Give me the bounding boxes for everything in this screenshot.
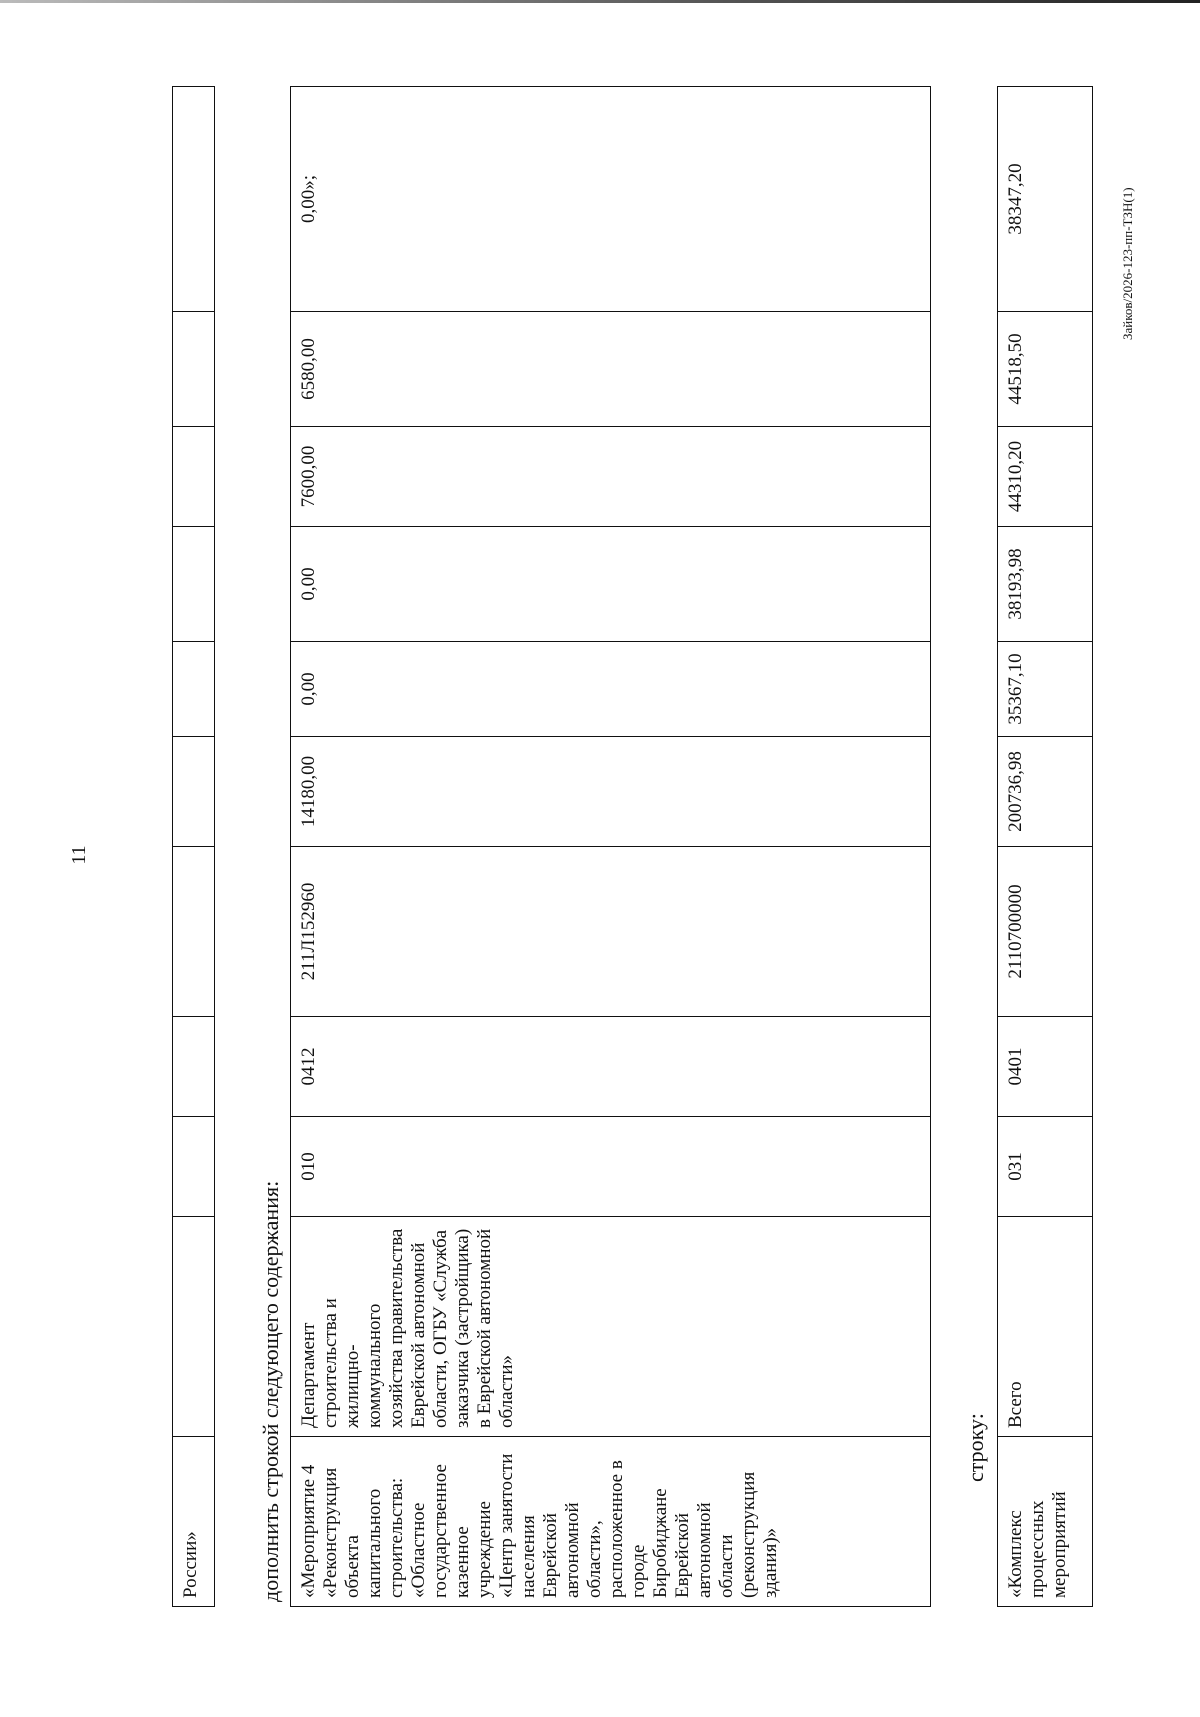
cell-value: 35367,10 (998, 642, 1093, 737)
cell-empty (173, 737, 215, 847)
total-row-table (997, 86, 1093, 1607)
document-footer: Зайков/2026-123-пп-ТЗН(1) (1120, 187, 1135, 340)
cell-value: 7600,00 (291, 427, 931, 527)
cell-empty (173, 642, 215, 737)
table-row (173, 87, 215, 1607)
cell-empty (173, 1117, 215, 1217)
cell-value: 0,00»; (291, 87, 931, 312)
table-row (291, 87, 931, 1607)
cell-executor: Всего (998, 1217, 1093, 1437)
table-row (998, 87, 1093, 1607)
cell-empty (173, 847, 215, 1017)
cell-value: 0,00 (291, 642, 931, 737)
cell-empty (173, 87, 215, 312)
cell-empty (173, 527, 215, 642)
cell-value: 6580,00 (291, 312, 931, 427)
cell-grbs: 010 (291, 1117, 931, 1217)
cell-name: «Комплекс процессных мероприятий (998, 1437, 1093, 1607)
cell-csr: 211Л152960 (291, 847, 931, 1017)
cell-name: России» (173, 1437, 215, 1607)
cell-name: «Мероприятие 4 «Реконструкция объекта капитального строительства: «Областное государственное казенное учреждение «Центр занятости населения Еврейской автономной области», расположенное в городе Биробиджане Еврейской автономной области (реконструкция здания)» (291, 1437, 931, 1607)
caption-add-row: дополнить строкой следующего содержания: (258, 1180, 283, 1602)
cell-empty (173, 427, 215, 527)
cell-value: 38193,98 (998, 527, 1093, 642)
cell-executor: Департамент строительства и жилищно-коммунального хозяйства правительства Еврейской автономной области, ОГБУ «Служба заказчика (застройщика) в Еврейской автономной области» (291, 1217, 931, 1437)
cell-value: 44310,20 (998, 427, 1093, 527)
page-number: 11 (68, 845, 90, 865)
cell-grbs: 031 (998, 1117, 1093, 1217)
cell-empty (173, 1017, 215, 1117)
cell-value: 200736,98 (998, 737, 1093, 847)
cell-value: 38347,20 (998, 87, 1093, 312)
cell-value: 0,00 (291, 527, 931, 642)
cell-empty (173, 312, 215, 427)
cell-csr: 2110700000 (998, 847, 1093, 1017)
previous-row-table (172, 86, 215, 1607)
cell-rzpr: 0412 (291, 1017, 931, 1117)
caption-row: строку: (963, 1413, 988, 1482)
cell-rzpr: 0401 (998, 1017, 1093, 1117)
cell-value: 44518,50 (998, 312, 1093, 427)
new-row-table (290, 86, 931, 1607)
cell-value: 14180,00 (291, 737, 931, 847)
cell-empty (173, 1217, 215, 1437)
